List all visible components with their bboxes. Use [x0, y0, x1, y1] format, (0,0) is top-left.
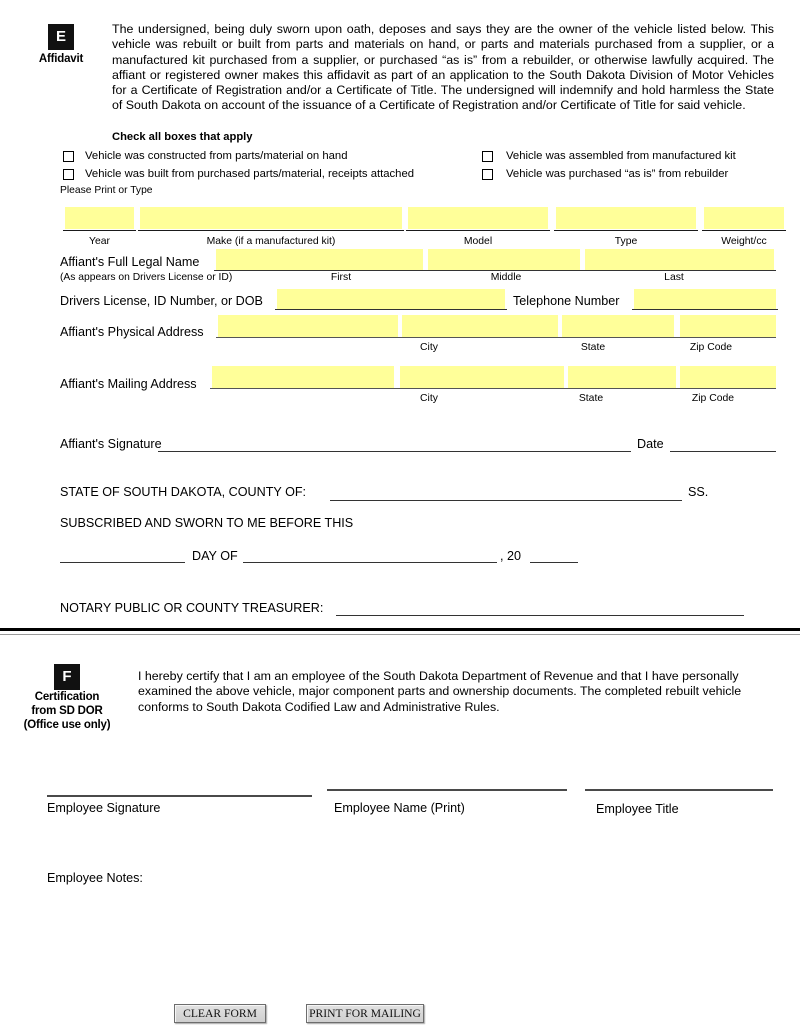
section-e-badge: E — [48, 24, 74, 50]
vehicle-model-label: Model — [463, 236, 493, 247]
section-f-caption-line3: (Office use only) — [23, 719, 111, 731]
affiant-name-label: Affiant's Full Legal Name — [60, 255, 200, 269]
employee-notes-label: Employee Notes: — [47, 871, 143, 885]
ss-label: SS. — [688, 485, 709, 499]
employee-name-label: Employee Name (Print) — [334, 801, 465, 815]
affiant-name-sublabel: (As appears on Drivers License or ID) — [60, 272, 233, 283]
employee-signature-label: Employee Signature — [47, 801, 161, 815]
notary-signature-rule[interactable] — [336, 615, 744, 616]
physical-address-zip-input[interactable] — [680, 315, 776, 337]
drivers-license-label: Drivers License, ID Number, or DOB — [60, 294, 263, 308]
day-of-label: DAY OF — [192, 549, 238, 563]
please-print-or-type-note: Please Print or Type — [60, 185, 153, 196]
mailing-address-rule — [210, 388, 776, 389]
mailing-address-state-input[interactable] — [568, 366, 676, 388]
mailing-address-street-input[interactable] — [212, 366, 394, 388]
vehicle-type-input[interactable] — [556, 207, 696, 229]
vehicle-year-rule — [63, 230, 136, 231]
section-f-caption-line1: Certification — [34, 691, 100, 703]
checkbox-label-purchased-as-is: Vehicle was purchased “as is” from rebuilder — [506, 168, 729, 180]
mailing-address-city-label: City — [420, 393, 438, 404]
vehicle-make-label: Make (if a manufactured kit) — [206, 236, 336, 247]
section-f-badge: F — [54, 664, 80, 690]
physical-address-city-label: City — [420, 342, 438, 353]
day-rule[interactable] — [60, 562, 185, 563]
drivers-license-input[interactable] — [277, 289, 505, 309]
section-e-caption: Affidavit — [38, 53, 84, 65]
employee-name-rule[interactable] — [327, 789, 567, 791]
section-divider-shadow — [0, 634, 800, 635]
affiant-first-name-label: First — [330, 272, 352, 283]
vehicle-type-label: Type — [614, 236, 638, 247]
physical-address-state-input[interactable] — [562, 315, 674, 337]
vehicle-make-rule — [138, 230, 404, 231]
checkbox-purchased-as-is[interactable] — [482, 169, 493, 180]
vehicle-year-input[interactable] — [65, 207, 134, 229]
employee-signature-rule[interactable] — [47, 795, 312, 797]
employee-title-label: Employee Title — [596, 802, 679, 816]
vehicle-weight-rule — [702, 230, 786, 231]
checkbox-label-built-from-purchased-parts: Vehicle was built from purchased parts/material, receipts attached — [85, 168, 415, 180]
employee-title-rule[interactable] — [585, 789, 773, 791]
physical-address-state-label: State — [580, 342, 606, 353]
vehicle-weight-input[interactable] — [704, 207, 784, 229]
drivers-license-rule — [275, 309, 507, 310]
check-instruction: Check all boxes that apply — [112, 131, 253, 143]
affiant-date-label: Date — [637, 437, 664, 451]
vehicle-year-label: Year — [89, 236, 110, 247]
mailing-address-zip-label: Zip Code — [691, 393, 735, 404]
affiant-middle-name-label: Middle — [490, 272, 522, 283]
affiant-last-name-label: Last — [664, 272, 684, 283]
affiant-last-name-input[interactable] — [585, 249, 774, 270]
month-rule[interactable] — [243, 562, 497, 563]
affiant-date-rule[interactable] — [670, 451, 776, 452]
county-rule[interactable] — [330, 500, 682, 501]
mailing-address-city-input[interactable] — [400, 366, 564, 388]
telephone-input[interactable] — [634, 289, 776, 309]
mailing-address-state-label: State — [578, 393, 604, 404]
affiant-middle-name-input[interactable] — [428, 249, 580, 270]
affiant-signature-rule[interactable] — [158, 451, 631, 452]
physical-address-street-input[interactable] — [218, 315, 398, 337]
clear-form-button[interactable]: CLEAR FORM — [174, 1004, 266, 1023]
telephone-rule — [632, 309, 778, 310]
checkbox-constructed-from-parts[interactable] — [63, 151, 74, 162]
affidavit-paragraph: The undersigned, being duly sworn upon oath, deposes and says they are the owner of the vehicle listed below. This vehicle was rebuilt or built from parts and materials on hand, or parts and materials purchased from a supplier, or a manufactured kit purchased from a supplier, or purchased “as is” from a rebuilder, or otherwise lawfully acquired. The affiant or registered owner makes this affidavit as part of an application to the South Dakota Division of Motor Vehicles for a Certificate of Registration and/or a Certificate of Title. The undersigned will indemnify and hold harmless the State of South Dakota on account of the issuance of a Certificate of Registration and/or Certificate of Title for said vehicle. — [112, 22, 774, 113]
mailing-address-label: Affiant's Mailing Address — [60, 377, 197, 391]
physical-address-zip-label: Zip Code — [689, 342, 733, 353]
year-rule[interactable] — [530, 562, 578, 563]
state-county-label: STATE OF SOUTH DAKOTA, COUNTY OF: — [60, 485, 307, 499]
section-divider — [0, 628, 800, 631]
telephone-label: Telephone Number — [513, 294, 620, 308]
checkbox-assembled-from-kit[interactable] — [482, 151, 493, 162]
certification-paragraph: I hereby certify that I am an employee of the South Dakota Department of Revenue and that I have personally examined the above vehicle, major component parts and ownership documents. The completed rebuilt vehicle conforms to South Dakota Codified Law and Administrative Rules. — [138, 669, 742, 714]
physical-address-city-input[interactable] — [402, 315, 558, 337]
mailing-address-zip-input[interactable] — [680, 366, 776, 388]
affiant-name-rule — [214, 270, 776, 271]
vehicle-type-rule — [554, 230, 698, 231]
affiant-signature-label: Affiant's Signature — [60, 437, 162, 451]
checkbox-label-assembled-from-kit: Vehicle was assembled from manufactured kit — [506, 150, 736, 162]
vehicle-make-input[interactable] — [140, 207, 402, 229]
vehicle-model-input[interactable] — [408, 207, 548, 229]
section-f-caption-line2: from SD DOR — [31, 705, 103, 717]
print-for-mailing-button[interactable]: PRINT FOR MAILING — [306, 1004, 424, 1023]
vehicle-model-rule — [406, 230, 550, 231]
physical-address-rule — [216, 337, 776, 338]
affiant-first-name-input[interactable] — [216, 249, 423, 270]
notary-public-label: NOTARY PUBLIC OR COUNTY TREASURER: — [60, 601, 324, 615]
checkbox-label-constructed-from-parts: Vehicle was constructed from parts/material on hand — [85, 150, 348, 162]
physical-address-label: Affiant's Physical Address — [60, 325, 204, 339]
subscribed-sworn-label: SUBSCRIBED AND SWORN TO ME BEFORE THIS — [60, 516, 354, 530]
vehicle-weight-label: Weight/cc — [721, 236, 767, 247]
checkbox-built-from-purchased-parts[interactable] — [63, 169, 74, 180]
year-prefix-label: , 20 — [500, 549, 522, 563]
